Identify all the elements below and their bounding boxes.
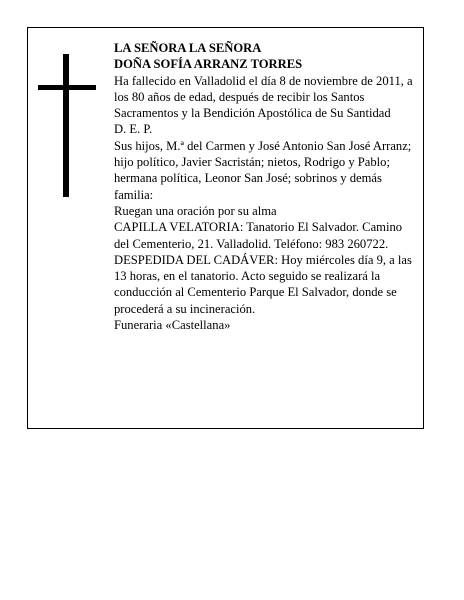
farewell-info: DESPEDIDA DEL CADÁVER: Hoy miércoles día 9, a las 13 horas, en el tanatorio. Acto seguido se realizará la conducción al Cementerio Parque El Salvador, donde se procederá a su incineración. [114, 252, 412, 316]
funeral-home: Funeraria «Castellana» [114, 318, 231, 333]
cross-horizontal-bar [38, 85, 96, 90]
rip-abbreviation: D. E. P. [114, 122, 153, 137]
latin-cross-icon [38, 54, 96, 197]
chapel-info: CAPILLA VELATORIA: Tanatorio El Salvador. Camino del Cementerio, 21. Valladolid. Teléfono: 983 260722. [114, 220, 403, 251]
family-list: Sus hijos, M.ª del Carmen y José Antonio San José Arranz; hijo político, Javier Sacristán; nietos, Rodrigo y Pablo; hermana política, Leonor San José; sobrinos y demás familia: [114, 138, 412, 202]
notice-title-line: LA SEÑORA LA SEÑORA [114, 41, 262, 55]
deceased-name: DOÑA SOFÍA ARRANZ TORRES [114, 57, 303, 72]
prayer-request: Ruegan una oración por su alma [114, 203, 277, 218]
death-announcement: Ha fallecido en Valladolid el día 8 de noviembre de 2011, a los 80 años de edad, después de recibir los Santos Sacramentos y la Bendición Apostólica de Su Santidad [114, 73, 413, 121]
cross-vertical-bar [63, 54, 69, 197]
obituary-text [114, 40, 420, 333]
